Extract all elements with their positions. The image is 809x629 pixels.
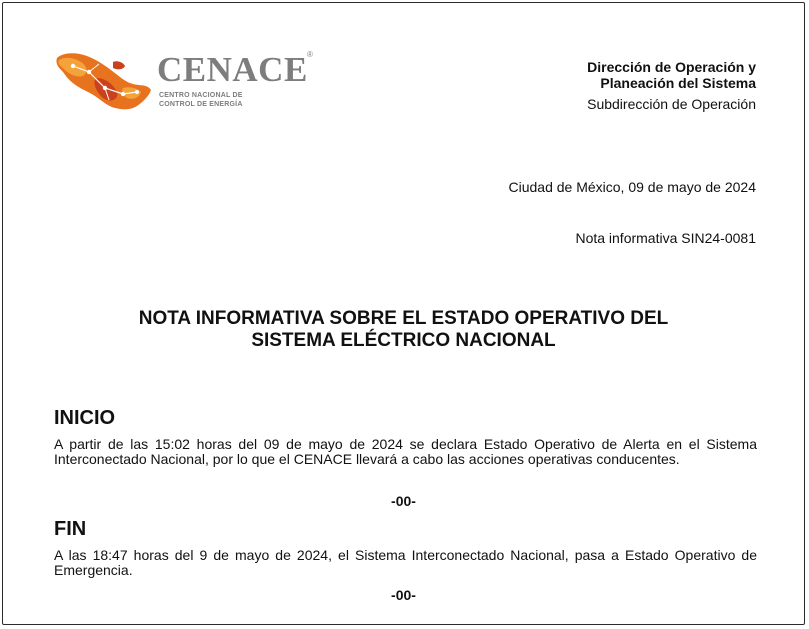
subdirection: Subdirección de Operación (587, 96, 756, 112)
logo-subtitle-line2: CONTROL DE ENERGÍA (159, 101, 243, 108)
mexico-map-logo-icon (53, 48, 153, 114)
title-line1: NOTA INFORMATIVA SOBRE EL ESTADO OPERATIVO DEL (138, 308, 669, 329)
department-block (587, 59, 756, 112)
direction-line1: Dirección de Operación y (587, 59, 756, 75)
section-body-fin: A las 18:47 horas del 9 de mayo de 2024, el Sistema Interconectado Nacional, pasa a Estado Operativo de Emergencia. (54, 547, 757, 578)
registered-mark: ® (307, 50, 313, 59)
title-line2: SISTEMA ELÉCTRICO NACIONAL (251, 330, 556, 351)
logo-subtitle (159, 91, 243, 109)
section-separator: -00- (391, 493, 416, 509)
section-body-inicio: A partir de las 15:02 horas del 09 de mayo de 2024 se declara Estado Operativo de Alerta en el Sistema Interconectado Nacional, por lo que el CENACE llevará a cabo las acciones operativas conducentes. (54, 436, 757, 467)
date-line: Ciudad de México, 09 de mayo de 2024 (508, 179, 756, 195)
note-number: Nota informativa SIN24-0081 (575, 230, 756, 246)
logo-subtitle-line1: CENTRO NACIONAL DE (159, 92, 243, 99)
section-heading-inicio: INICIO (54, 407, 116, 429)
document-page (2, 2, 805, 625)
section-separator: -00- (391, 587, 416, 603)
cenace-logo (53, 48, 323, 118)
section-heading-fin: FIN (54, 518, 87, 540)
document-title (3, 308, 804, 352)
direction-line2: Planeación del Sistema (600, 75, 756, 91)
logo-wordmark: CENACE (157, 50, 308, 89)
